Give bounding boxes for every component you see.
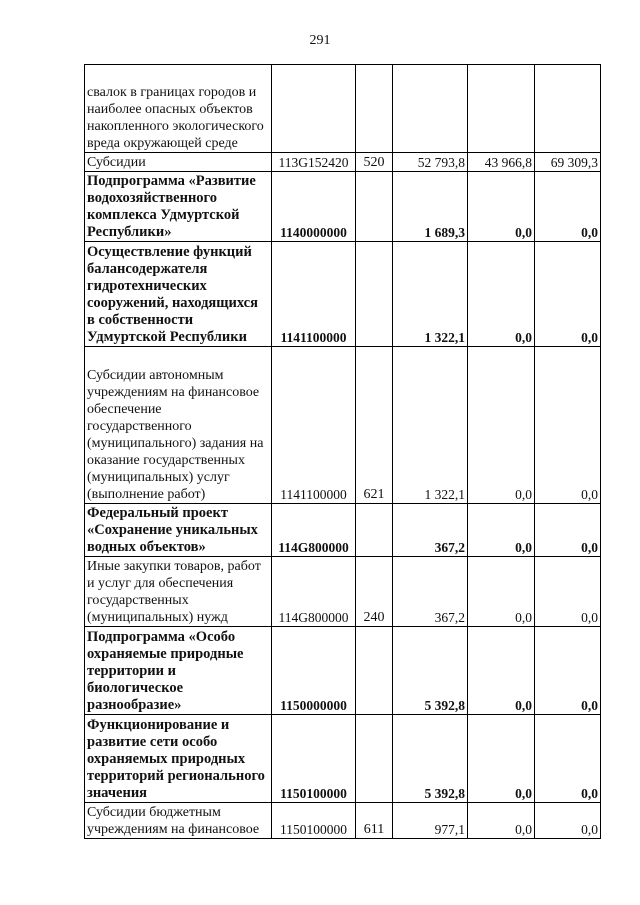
row-value-1: 5 392,8 <box>393 627 468 715</box>
row-value-3: 0,0 <box>535 172 601 242</box>
budget-table <box>84 64 601 839</box>
row-value-1: 1 322,1 <box>393 242 468 347</box>
row-name: Субсидии автономным учреждениям на финансовое обеспечение государственного (муниципального) задания на оказание государственных (муниципальных) услуг (выполнение работ) <box>85 347 272 504</box>
row-value-1: 367,2 <box>393 557 468 627</box>
row-code: 114G800000 <box>272 504 356 557</box>
row-expense-type <box>356 65 393 153</box>
row-name: Подпрограмма «Развитие водохозяйственного комплекса Удмуртской Республики» <box>85 172 272 242</box>
row-code: 1150100000 <box>272 803 356 839</box>
row-value-3: 0,0 <box>535 627 601 715</box>
row-value-1: 977,1 <box>393 803 468 839</box>
row-value-1: 1 322,1 <box>393 347 468 504</box>
table-row <box>85 803 601 839</box>
row-value-1: 52 793,8 <box>393 153 468 172</box>
row-name: Субсидии бюджетным учреждениям на финансовое <box>85 803 272 839</box>
row-name: Субсидии <box>85 153 272 172</box>
row-expense-type <box>356 172 393 242</box>
row-value-3: 69 309,3 <box>535 153 601 172</box>
row-code: 1140000000 <box>272 172 356 242</box>
row-expense-type: 520 <box>356 153 393 172</box>
row-code <box>272 65 356 153</box>
row-value-2: 0,0 <box>468 347 535 504</box>
row-name: Иные закупки товаров, работ и услуг для обеспечения государственных (муниципальных) нужд <box>85 557 272 627</box>
table-row <box>85 627 601 715</box>
row-value-1: 367,2 <box>393 504 468 557</box>
row-value-2: 0,0 <box>468 242 535 347</box>
table-row <box>85 715 601 803</box>
row-expense-type <box>356 627 393 715</box>
row-name: Федеральный проект «Сохранение уникальных водных объектов» <box>85 504 272 557</box>
row-name: Подпрограмма «Особо охраняемые природные территории и биологическое разнообразие» <box>85 627 272 715</box>
row-value-3: 0,0 <box>535 347 601 504</box>
row-value-3: 0,0 <box>535 242 601 347</box>
page-number: 291 <box>309 33 331 48</box>
row-expense-type <box>356 242 393 347</box>
row-name: Функционирование и развитие сети особо охраняемых природных территорий регионального значения <box>85 715 272 803</box>
table-row <box>85 172 601 242</box>
table-row <box>85 557 601 627</box>
row-value-2: 0,0 <box>468 172 535 242</box>
row-value-2: 0,0 <box>468 715 535 803</box>
row-code: 1141100000 <box>272 347 356 504</box>
row-value-1: 1 689,3 <box>393 172 468 242</box>
row-value-2: 0,0 <box>468 803 535 839</box>
row-value-2: 0,0 <box>468 504 535 557</box>
row-value-3: 0,0 <box>535 715 601 803</box>
row-value-3: 0,0 <box>535 803 601 839</box>
row-expense-type: 240 <box>356 557 393 627</box>
row-expense-type <box>356 504 393 557</box>
row-value-2 <box>468 65 535 153</box>
table-row <box>85 242 601 347</box>
row-expense-type: 621 <box>356 347 393 504</box>
table-row <box>85 347 601 504</box>
table-row <box>85 65 601 153</box>
row-code: 113G152420 <box>272 153 356 172</box>
row-value-1 <box>393 65 468 153</box>
row-value-2: 43 966,8 <box>468 153 535 172</box>
row-value-2: 0,0 <box>468 557 535 627</box>
table-row <box>85 504 601 557</box>
row-expense-type: 611 <box>356 803 393 839</box>
table-row <box>85 153 601 172</box>
row-code: 114G800000 <box>272 557 356 627</box>
row-value-1: 5 392,8 <box>393 715 468 803</box>
row-value-3: 0,0 <box>535 557 601 627</box>
row-expense-type <box>356 715 393 803</box>
row-code: 1150000000 <box>272 627 356 715</box>
row-name: Осуществление функций балансодержателя гидротехнических сооружений, находящихся в собственности Удмуртской Республики <box>85 242 272 347</box>
row-code: 1150100000 <box>272 715 356 803</box>
row-name: свалок в границах городов и наиболее опасных объектов накопленного экологического вреда окружающей среде <box>85 65 272 153</box>
row-value-2: 0,0 <box>468 627 535 715</box>
row-code: 1141100000 <box>272 242 356 347</box>
row-value-3 <box>535 65 601 153</box>
row-value-3: 0,0 <box>535 504 601 557</box>
